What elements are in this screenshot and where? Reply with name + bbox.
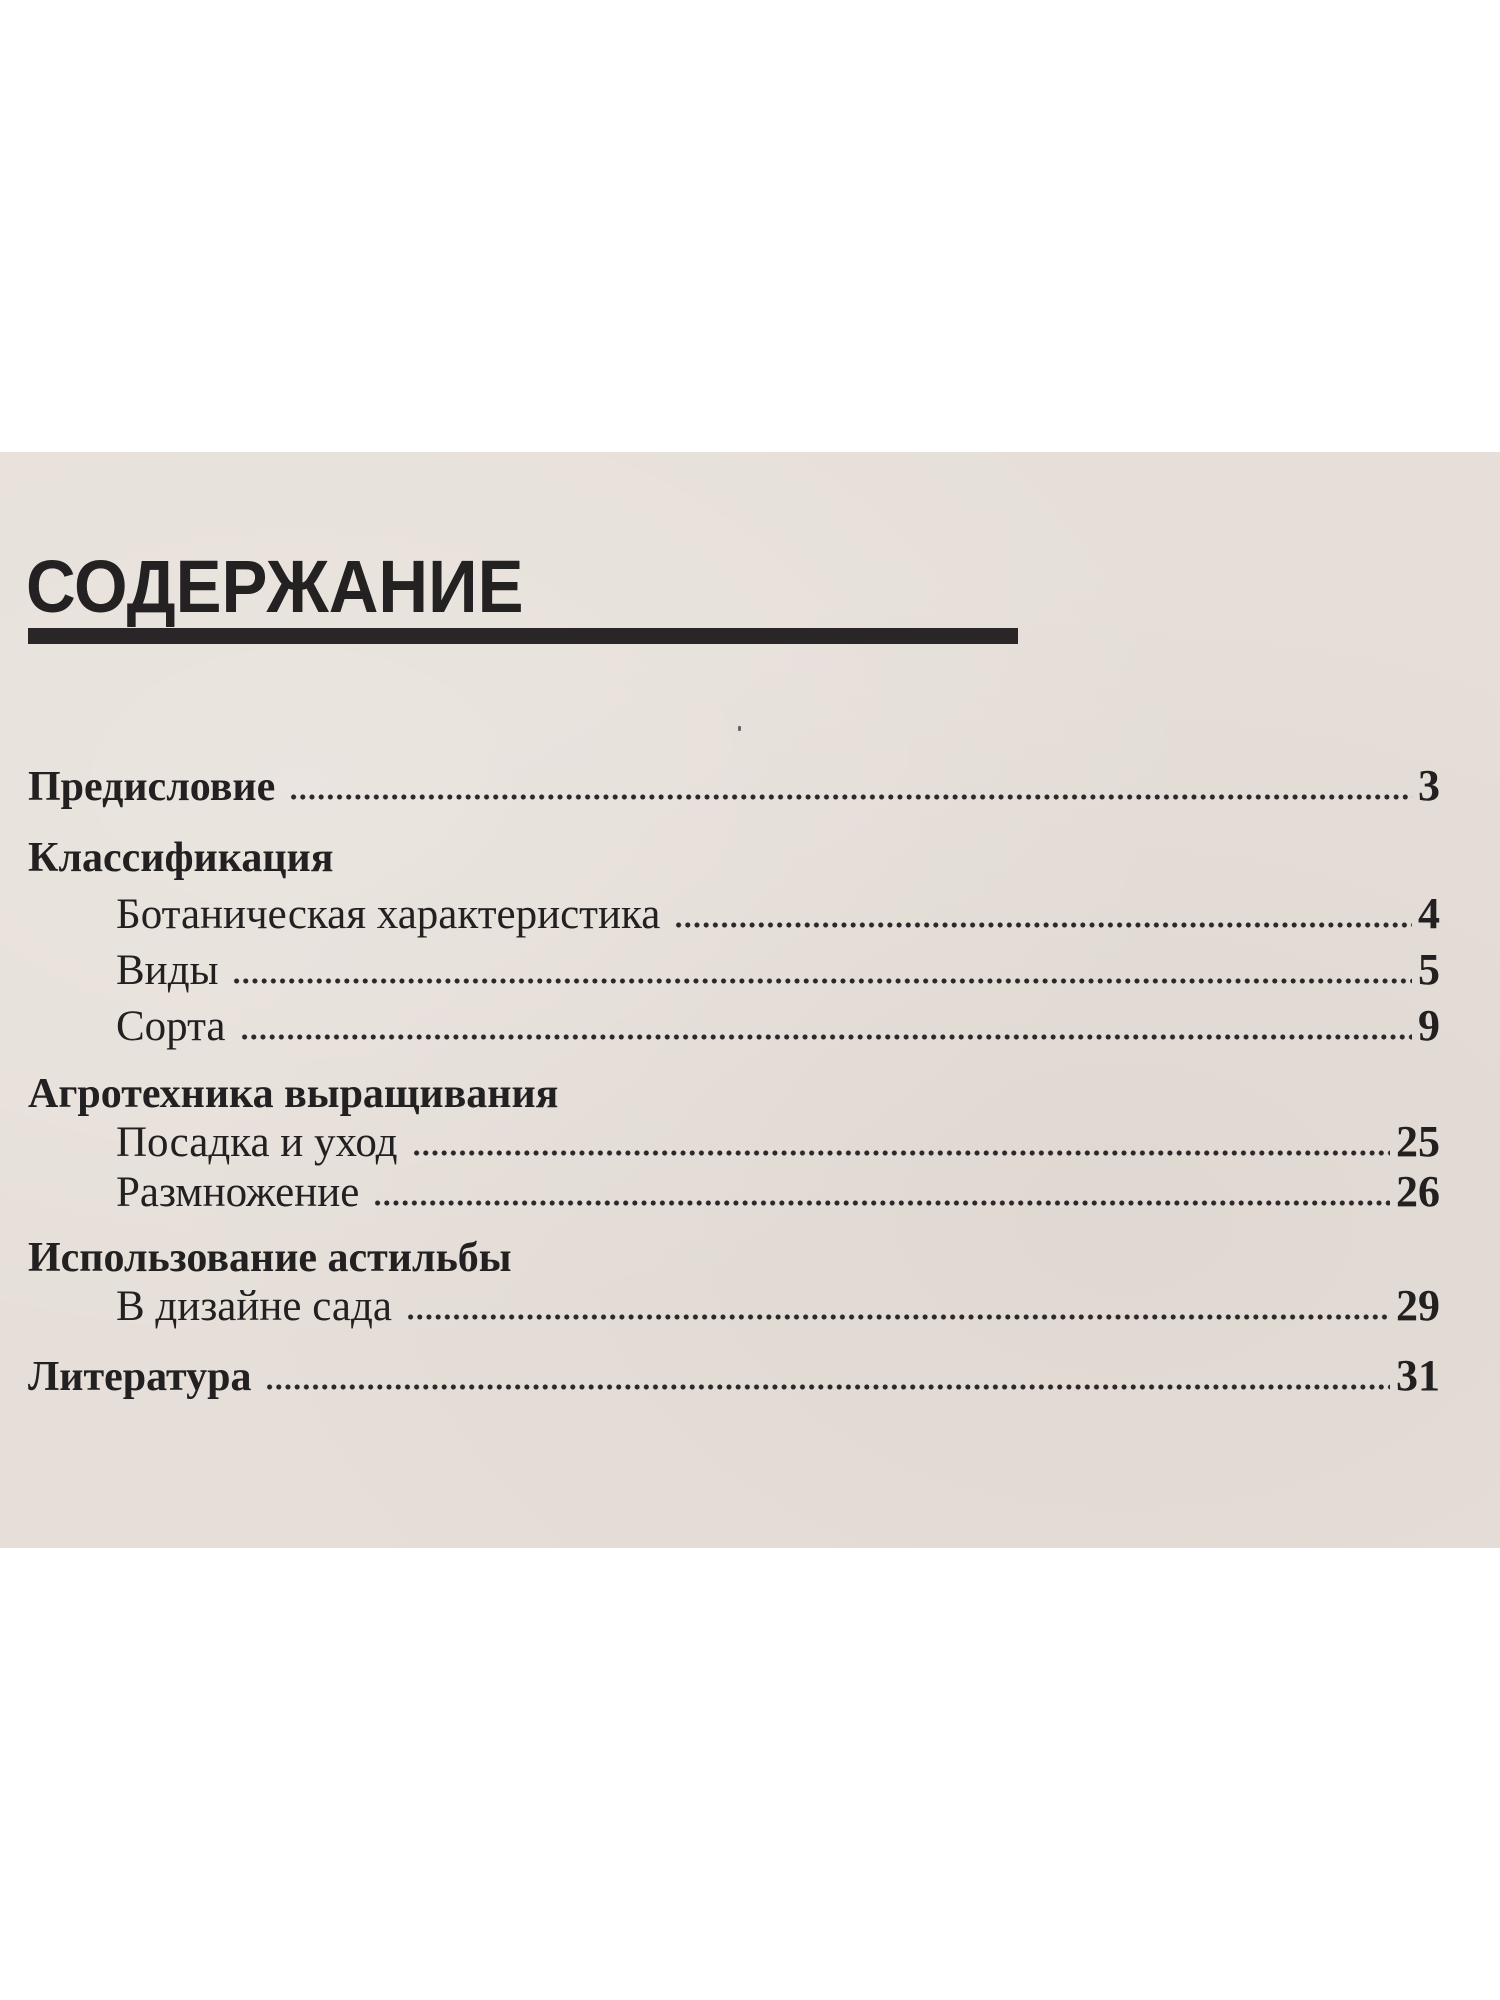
toc-entry-page-number: 29: [1396, 1281, 1440, 1330]
dot-leader: [240, 1034, 1412, 1040]
dot-leader: [412, 1150, 1390, 1156]
dot-leader: [232, 978, 1412, 984]
toc-entry-label: Ботаническая характеристика: [116, 891, 661, 938]
toc-entry-label: Сорта: [116, 1003, 226, 1050]
toc-entry-species: [116, 944, 1440, 996]
toc-entry-varieties: [116, 1000, 1440, 1052]
toc-entry-page-number: 9: [1418, 1001, 1440, 1050]
dot-leader: [373, 1200, 1390, 1206]
toc-entry-garden-design: [116, 1280, 1440, 1332]
toc-entry-label: Посадка и уход: [116, 1119, 398, 1166]
toc-entry-preface: [28, 760, 1440, 812]
toc-entry-label: Предисловие: [28, 764, 276, 810]
toc-entry-page-number: 26: [1396, 1167, 1440, 1216]
toc-section-heading: Агротехника выращивания: [28, 1071, 559, 1117]
toc-entry-page-number: 31: [1396, 1351, 1440, 1400]
toc-entry-label: В дизайне сада: [116, 1283, 392, 1330]
page-title: СОДЕРЖАНИЕ: [26, 545, 524, 628]
toc-entry-page-number: 4: [1418, 889, 1440, 938]
dot-leader: [265, 1384, 1390, 1390]
toc-entry-propagation: [116, 1166, 1440, 1218]
toc-entry-label: Литература: [28, 1354, 252, 1400]
toc-entry-botanical-characteristics: [116, 888, 1440, 940]
toc-section-classification: [28, 832, 1440, 884]
toc-section-cultivation: [28, 1068, 1440, 1120]
dot-leader: [406, 1314, 1390, 1320]
toc-entry-label: Размножение: [116, 1169, 360, 1216]
toc-entry-page-number: 5: [1418, 945, 1440, 994]
toc-section-heading: Классификация: [28, 835, 334, 881]
dot-leader: [289, 794, 1412, 800]
toc-entry-planting-and-care: [116, 1116, 1440, 1168]
toc-entry-page-number: 25: [1396, 1117, 1440, 1166]
toc-section-usage: [28, 1232, 1440, 1284]
toc-entry-page-number: 3: [1418, 761, 1440, 810]
dot-leader: [674, 922, 1412, 928]
toc-entry-literature: [28, 1350, 1440, 1402]
toc-section-heading: Использование астильбы: [28, 1235, 512, 1281]
toc-entry-label: Виды: [116, 947, 219, 994]
